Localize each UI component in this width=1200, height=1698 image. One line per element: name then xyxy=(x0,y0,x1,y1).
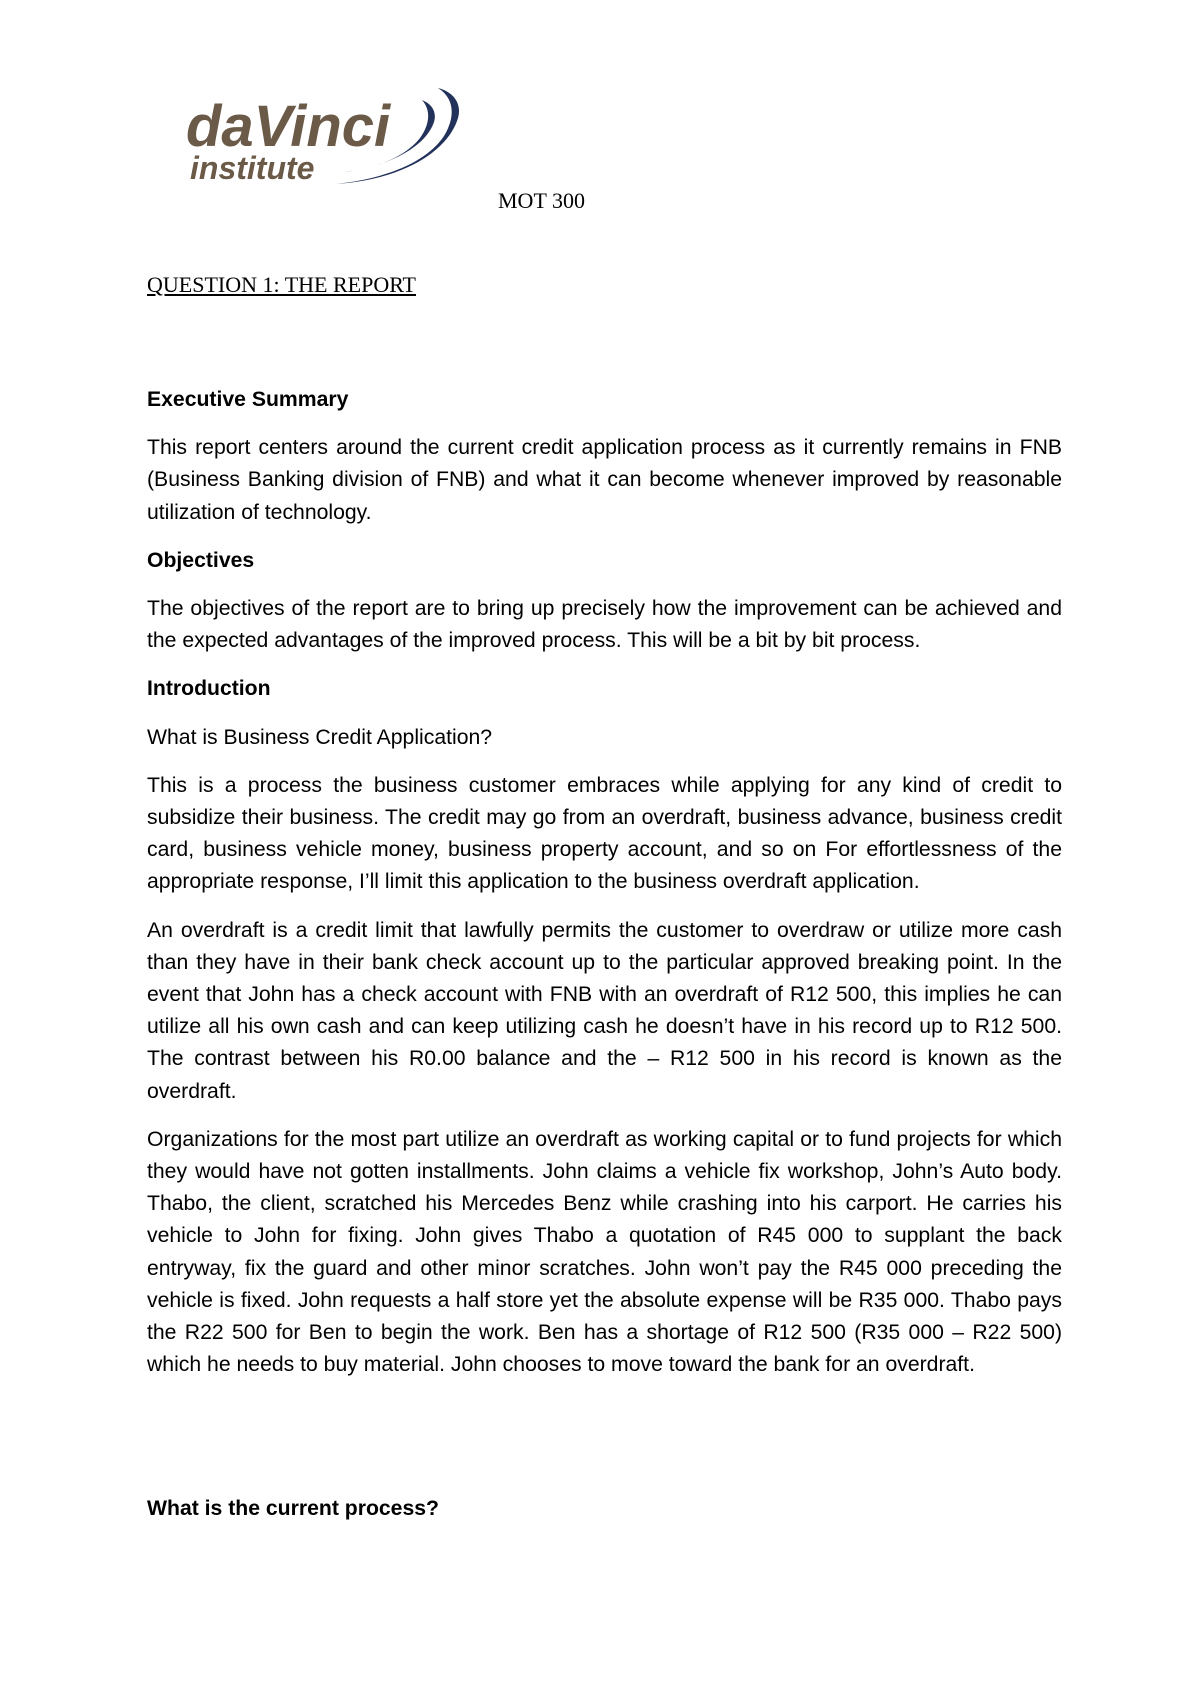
current-process-heading: What is the current process? xyxy=(147,1497,439,1521)
introduction-heading: Introduction xyxy=(147,677,271,701)
logo-word-institute: institute xyxy=(190,150,315,186)
course-code: MOT 300 xyxy=(498,188,585,213)
document-body xyxy=(147,384,1062,1542)
section-spacer xyxy=(147,1397,1062,1493)
davinci-institute-logo xyxy=(186,84,476,194)
executive-summary-text: This report centers around the current credit application process as it currently remains in FNB (Business Banking division of FNB) and what it can become whenever improved by reasonable utilization of technology. xyxy=(147,436,1062,524)
introduction-paragraph: Organizations for the most part utilize an overdraft as working capital or to fund projects for which they would have not gotten installments. John claims a vehicle fix workshop, John’s Auto body. Thabo, the client, scratched his Mercedes Benz while crashing into his carport. He carries his vehicle to John for fixing. John gives Thabo a quotation of R45 000 to supplant the back entryway, fix the guard and other minor scratches. John won’t pay the R45 000 preceding the vehicle is fixed. John requests a half store yet the absolute expense will be R35 000. Thabo pays the R22 500 for Ben to begin the work. Ben has a shortage of R12 500 (R35 000 – R22 500) which he needs to buy material. John chooses to move toward the bank for an overdraft. xyxy=(147,1127,1062,1377)
introduction-paragraph: This is a process the business customer embraces while applying for any kind of credit to subsidize their business. The credit may go from an overdraft, business advance, business credit card, business vehicle money, business property account, and so on For effortlessness of the appropriate response, I’ll limit this application to the business overdraft application. xyxy=(147,773,1062,894)
logo-word-davinci: daVinci xyxy=(186,94,391,159)
objectives-text: The objectives of the report are to bring up precisely how the improvement can be achieved and the expected advantages of the improved process. This will be a bit by bit process. xyxy=(147,597,1062,653)
executive-summary-heading: Executive Summary xyxy=(147,388,349,411)
question-title: QUESTION 1: THE REPORT xyxy=(147,272,416,297)
introduction-paragraph: An overdraft is a credit limit that lawfully permits the customer to overdraw or utilize more cash than they have in their bank check account up to the particular approved breaking point. In the event that John has a check account with FNB with an overdraft of R12 500, this implies he can utilize all his own cash and can keep utilizing cash he doesn’t have in his record up to R12 500. The contrast between his R0.00 balance and the – R12 500 in his record is known as the overdraft. xyxy=(147,918,1062,1103)
introduction-question: What is Business Credit Application? xyxy=(147,725,493,749)
objectives-heading: Objectives xyxy=(147,548,255,572)
